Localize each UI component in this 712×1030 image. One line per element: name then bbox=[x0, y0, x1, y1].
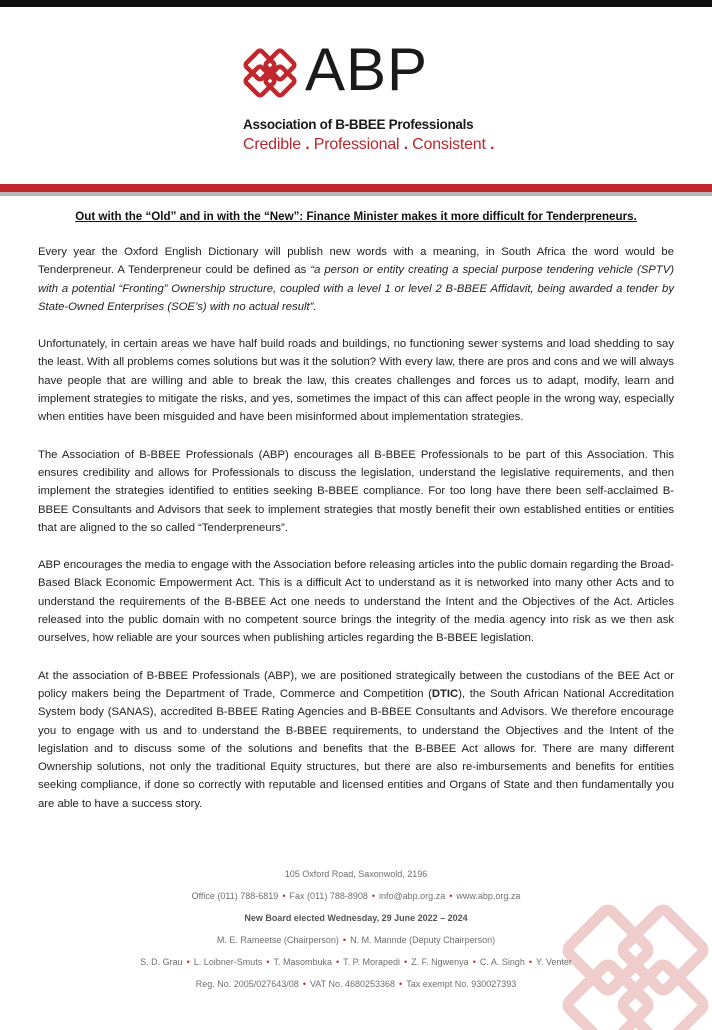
fax-number: Fax (011) 788-8908 bbox=[289, 891, 368, 901]
reg-number: Reg. No. 2005/027643/08 bbox=[195, 979, 299, 989]
paragraph-5: At the association of B-BBEE Professionals (ABP), we are positioned strategically between the custodians of the BEE Act or policy makers being the Department of Trade, Commerce and Competition (DTIC), the South African National Accreditation System body (SANAS), accredited B-BBEE Rating Agencies and B-BBEE Consultants and Advisors. We therefore encourage you to engage with us and to understand the B-BBEE requirements, to understand the Objectives and the Intent of the legislation and to discuss some of the solutions and benefits that the B-BBEE Act allows for. There are many different Ownership solutions, not only the traditional Equity structures, but there are also re-imbursements and benefits for entities seeking compliance, if done so correctly with reputable and licensed entities and Organs of State and then fundamentally you are able to have a success story. bbox=[38, 669, 674, 810]
email-link[interactable]: info@abp.org.za bbox=[379, 891, 446, 901]
article-headline: Out with the “Old” and in with the “New”: Finance Minister makes it more difficult for Tenderpreneurs. bbox=[75, 210, 637, 223]
board-member: Z. F. Ngwenya bbox=[411, 957, 469, 967]
footer-address: 105 Oxford Road, Saxonwold, 2196 bbox=[284, 869, 428, 879]
footer-contacts: Office (011) 788-6819 • Fax (011) 788-8908 • info@abp.org.za • www.abp.org.za bbox=[191, 891, 521, 901]
website-link[interactable]: www.abp.org.za bbox=[456, 891, 521, 901]
board-title: New Board elected Wednesday, 29 June 2022 – 2024 bbox=[244, 913, 468, 923]
paragraph-1: Every year the Oxford English Dictionary will publish new words with a meaning, in South Africa the word would be Tenderpreneur. A Tenderpreneur could be defined as “a person or entity creating a special purpose tendering vehicle (SPTV) with a potential “Fronting” Ownership structure, coupled with a level 1 or level 2 B-BBEE Affidavit, being awarded a tender by State-Owned Enterprises (SOE’s) with no actual result”. bbox=[38, 246, 674, 313]
paragraph-3: The Association of B-BBEE Professionals (ABP) encourages all B-BBEE Professionals to be part of this Association. This ensures credibility and allows for Professionals to discuss the legislation, understand the legislative requirements, and then implement the strategies identified to entities seeking B-BBEE compliance. For too long have there been self-acclaimed B-BBEE Consultants and Advisors that seek to implement strategies that mostly benefit their own established entities or entities that are aligned to the so called “Tenderpreneurs”. bbox=[38, 448, 674, 534]
header-red-band bbox=[0, 184, 712, 192]
tagline-word: Professional bbox=[313, 136, 400, 153]
article-body bbox=[38, 243, 674, 832]
abp-logo bbox=[243, 36, 473, 103]
registration-details: Reg. No. 2005/027643/08 • VAT No. 4680253368 • Tax exempt No. 930027393 bbox=[195, 979, 517, 989]
board-member: T. Masombuka bbox=[273, 957, 332, 967]
tagline bbox=[243, 136, 495, 154]
tenderpreneur-definition: “a person or entity creating a special purpose tendering vehicle (SPTV) with a potential “Fronting” Ownership structure, coupled with a level 1 or level 2 B-BBEE Affidavit, being awarded a tender by State-Owned Enterprises (SOE’s) with no actual result”. bbox=[38, 264, 674, 313]
board-chairs: M. E. Rameetse (Chairperson) • N. M. Mannde (Deputy Chairperson) bbox=[216, 935, 496, 945]
tagline-separator: . bbox=[305, 136, 310, 153]
board-member: Y. Venter bbox=[536, 957, 572, 967]
top-border bbox=[0, 0, 712, 7]
board-member: C. A. Singh bbox=[479, 957, 525, 967]
board-members: S. D. Grau • L. Loibner-Smuts • T. Masombuka • T. P. Morapedi • Z. F. Ngwenya • C. A. Singh • Y. Venter bbox=[140, 957, 572, 967]
board-member: T. P. Morapedi bbox=[343, 957, 401, 967]
chairperson: M. E. Rameetse (Chairperson) bbox=[216, 935, 339, 945]
tagline-word: Consistent bbox=[412, 136, 486, 153]
header-grey-band bbox=[0, 192, 712, 196]
tax-number: Tax exempt No. 930027393 bbox=[406, 979, 517, 989]
tagline-separator: . bbox=[490, 136, 495, 153]
paragraph-2: Unfortunately, in certain areas we have half build roads and buildings, no functioning sewer systems and load shedding to say the least. With all problems comes solutions but was it the solution? With every law, there are pros and cons and we will always have people that are willing and able to break the law, this creates challenges and forces us to adapt, modify, learn and implement strategies to mitigate the risks, and yes, sometimes the impact of this can affect people in the wrong way, especially when entities have been misguided and have been misinformed about implementation strategies. bbox=[38, 338, 674, 424]
vat-number: VAT No. 4680253368 bbox=[309, 979, 396, 989]
tagline-separator: . bbox=[403, 136, 408, 153]
dtic-abbreviation: DTIC bbox=[431, 687, 459, 700]
interlocking-chain-knot-icon bbox=[243, 48, 303, 98]
letterhead-footer bbox=[0, 863, 712, 995]
board-member: L. Loibner-Smuts bbox=[193, 957, 263, 967]
board-member: S. D. Grau bbox=[140, 957, 183, 967]
association-name: Association of B-BBEE Professionals bbox=[243, 117, 474, 132]
paragraph-4: ABP encourages the media to engage with the Association before releasing articles into the public domain regarding the Broad-Based Black Economic Empowerment Act. This is a difficult Act to understand as it is networked into many other Acts and to understand the requirements of the B-BBEE Act one needs to understand the Intent and the Objectives of the Act. Articles released into the public domain with no competent source brings the integrity of the media agency into risk as we then ask ourselves, how reliable are your sources when publishing articles regarding the B-BBEE legislation. bbox=[38, 559, 674, 645]
office-phone: Office (011) 788-6819 bbox=[191, 891, 279, 901]
deputy-chairperson: N. M. Mannde (Deputy Chairperson) bbox=[350, 935, 496, 945]
tagline-word: Credible bbox=[243, 136, 301, 153]
logo-wordmark: ABP bbox=[305, 36, 429, 103]
